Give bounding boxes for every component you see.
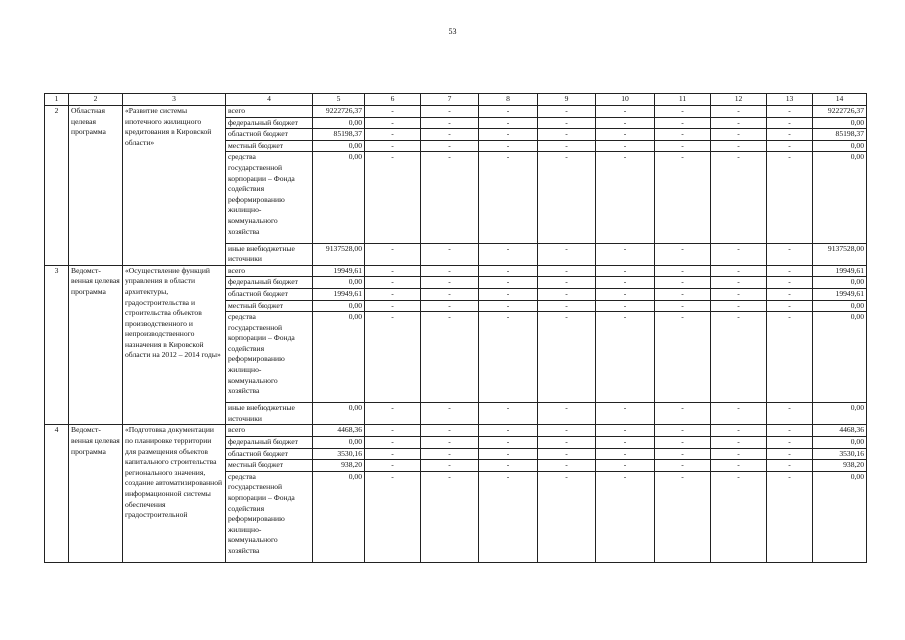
program-type: Ведомст-венная целевая программа [69,265,123,425]
empty-year-cell: - [365,300,421,312]
empty-year-cell: - [711,403,767,425]
empty-year-cell: - [596,243,655,265]
row-number: 4 [45,425,69,563]
funding-result: 0,00 [813,117,867,129]
empty-year-cell: - [479,403,538,425]
row-number: 3 [45,265,69,425]
empty-year-cell: - [421,106,479,118]
empty-year-cell: - [538,471,596,562]
funding-total: 0,00 [313,140,365,152]
empty-year-cell: - [538,265,596,277]
empty-year-cell: - [421,460,479,472]
funding-total: 9222726,37 [313,106,365,118]
funding-source: федеральный бюджет [226,277,313,289]
empty-year-cell: - [655,312,711,403]
funding-total: 0,00 [313,471,365,562]
budget-table [44,93,867,563]
funding-total: 85198,37 [313,129,365,141]
empty-year-cell: - [365,243,421,265]
empty-year-cell: - [538,300,596,312]
empty-year-cell: - [538,106,596,118]
funding-total: 0,00 [313,312,365,403]
funding-source: всего [226,425,313,437]
funding-result: 0,00 [813,403,867,425]
funding-source: иные внебюджетные источники [226,403,313,425]
empty-year-cell: - [767,265,813,277]
column-header: 1 [45,94,69,106]
funding-total: 0,00 [313,152,365,243]
funding-total: 4468,36 [313,425,365,437]
empty-year-cell: - [655,106,711,118]
empty-year-cell: - [538,448,596,460]
funding-result: 9222726,37 [813,106,867,118]
empty-year-cell: - [767,460,813,472]
empty-year-cell: - [655,403,711,425]
empty-year-cell: - [596,129,655,141]
empty-year-cell: - [479,300,538,312]
table-row [45,425,867,437]
empty-year-cell: - [767,129,813,141]
funding-result: 0,00 [813,300,867,312]
empty-year-cell: - [538,129,596,141]
program-name: «Развитие системы ипотечного жилищного кредитования в Кировской области» [123,106,226,266]
empty-year-cell: - [767,117,813,129]
empty-year-cell: - [479,425,538,437]
empty-year-cell: - [365,403,421,425]
empty-year-cell: - [538,288,596,300]
empty-year-cell: - [596,152,655,243]
empty-year-cell: - [767,312,813,403]
funding-source: областной бюджет [226,129,313,141]
empty-year-cell: - [538,403,596,425]
empty-year-cell: - [711,243,767,265]
empty-year-cell: - [596,403,655,425]
empty-year-cell: - [655,117,711,129]
program-name: «Подготовка документации по планировке территории для размещения объектов капитального строительства регионального значения, создание автоматизированной информационной системы обеспечения градостроительной [123,425,226,563]
funding-total: 3530,16 [313,448,365,460]
empty-year-cell: - [596,106,655,118]
empty-year-cell: - [365,277,421,289]
empty-year-cell: - [538,312,596,403]
empty-year-cell: - [655,471,711,562]
empty-year-cell: - [767,300,813,312]
empty-year-cell: - [421,471,479,562]
funding-total: 9137528,00 [313,243,365,265]
empty-year-cell: - [479,312,538,403]
empty-year-cell: - [365,129,421,141]
empty-year-cell: - [596,448,655,460]
empty-year-cell: - [421,265,479,277]
program-type: Ведомст-венная целевая программа [69,425,123,563]
empty-year-cell: - [479,152,538,243]
empty-year-cell: - [596,277,655,289]
empty-year-cell: - [655,277,711,289]
empty-year-cell: - [655,437,711,449]
empty-year-cell: - [421,312,479,403]
program-name: «Осуществление функций управления в области архитектуры, градостроительства и строительства объектов производственного и непроизводственного назначения в Кировской области на 2012 – 2014 годы» [123,265,226,425]
funding-result: 0,00 [813,437,867,449]
empty-year-cell: - [655,448,711,460]
column-header: 12 [711,94,767,106]
funding-total: 0,00 [313,300,365,312]
empty-year-cell: - [711,471,767,562]
program-type: Областная целевая программа [69,106,123,266]
empty-year-cell: - [711,152,767,243]
empty-year-cell: - [711,312,767,403]
column-header: 5 [313,94,365,106]
empty-year-cell: - [767,277,813,289]
empty-year-cell: - [711,460,767,472]
empty-year-cell: - [655,140,711,152]
empty-year-cell: - [767,403,813,425]
empty-year-cell: - [655,152,711,243]
empty-year-cell: - [767,288,813,300]
empty-year-cell: - [711,140,767,152]
funding-source: федеральный бюджет [226,117,313,129]
funding-source: всего [226,265,313,277]
empty-year-cell: - [421,140,479,152]
empty-year-cell: - [767,152,813,243]
empty-year-cell: - [479,288,538,300]
empty-year-cell: - [421,448,479,460]
empty-year-cell: - [365,312,421,403]
empty-year-cell: - [421,403,479,425]
empty-year-cell: - [711,265,767,277]
empty-year-cell: - [479,448,538,460]
funding-result: 0,00 [813,312,867,403]
empty-year-cell: - [421,117,479,129]
empty-year-cell: - [711,300,767,312]
empty-year-cell: - [538,460,596,472]
empty-year-cell: - [711,288,767,300]
funding-result: 19949,61 [813,288,867,300]
empty-year-cell: - [711,117,767,129]
column-header: 14 [813,94,867,106]
empty-year-cell: - [365,448,421,460]
funding-source: местный бюджет [226,460,313,472]
empty-year-cell: - [538,152,596,243]
empty-year-cell: - [421,277,479,289]
empty-year-cell: - [421,152,479,243]
funding-source: областной бюджет [226,288,313,300]
empty-year-cell: - [655,425,711,437]
empty-year-cell: - [767,425,813,437]
empty-year-cell: - [655,265,711,277]
empty-year-cell: - [655,300,711,312]
empty-year-cell: - [596,425,655,437]
funding-source: средства государственной корпорации – Фонда содействия реформированию жилищно-коммунального хозяйства [226,152,313,243]
column-header: 4 [226,94,313,106]
empty-year-cell: - [538,117,596,129]
empty-year-cell: - [479,277,538,289]
empty-year-cell: - [479,129,538,141]
funding-total: 938,20 [313,460,365,472]
empty-year-cell: - [365,140,421,152]
empty-year-cell: - [767,140,813,152]
row-number: 2 [45,106,69,266]
header-row [45,94,867,106]
empty-year-cell: - [767,437,813,449]
empty-year-cell: - [538,277,596,289]
funding-total: 19949,61 [313,288,365,300]
empty-year-cell: - [596,460,655,472]
empty-year-cell: - [365,471,421,562]
empty-year-cell: - [655,129,711,141]
empty-year-cell: - [421,300,479,312]
column-header: 10 [596,94,655,106]
funding-result: 0,00 [813,471,867,562]
empty-year-cell: - [479,117,538,129]
empty-year-cell: - [596,265,655,277]
page-number: 53 [448,27,457,36]
empty-year-cell: - [365,265,421,277]
empty-year-cell: - [479,460,538,472]
empty-year-cell: - [711,129,767,141]
empty-year-cell: - [596,300,655,312]
empty-year-cell: - [365,460,421,472]
empty-year-cell: - [767,448,813,460]
empty-year-cell: - [767,106,813,118]
empty-year-cell: - [421,129,479,141]
funding-source: иные внебюджетные источники [226,243,313,265]
column-header: 8 [479,94,538,106]
funding-total: 0,00 [313,403,365,425]
empty-year-cell: - [596,117,655,129]
empty-year-cell: - [421,243,479,265]
empty-year-cell: - [479,471,538,562]
funding-source: всего [226,106,313,118]
empty-year-cell: - [538,425,596,437]
empty-year-cell: - [421,437,479,449]
empty-year-cell: - [711,437,767,449]
empty-year-cell: - [365,288,421,300]
empty-year-cell: - [479,243,538,265]
funding-total: 0,00 [313,277,365,289]
funding-total: 0,00 [313,437,365,449]
funding-result: 19949,61 [813,265,867,277]
empty-year-cell: - [538,140,596,152]
empty-year-cell: - [365,437,421,449]
empty-year-cell: - [596,437,655,449]
column-header: 11 [655,94,711,106]
funding-result: 85198,37 [813,129,867,141]
empty-year-cell: - [365,106,421,118]
empty-year-cell: - [711,106,767,118]
column-header: 9 [538,94,596,106]
column-header: 6 [365,94,421,106]
table-row [45,265,867,277]
empty-year-cell: - [711,277,767,289]
funding-result: 938,20 [813,460,867,472]
funding-source: средства государственной корпорации – Фонда содействия реформированию жилищно-коммунального хозяйства [226,312,313,403]
funding-result: 0,00 [813,140,867,152]
funding-source: местный бюджет [226,300,313,312]
empty-year-cell: - [421,425,479,437]
empty-year-cell: - [479,140,538,152]
empty-year-cell: - [421,288,479,300]
funding-source: областной бюджет [226,448,313,460]
empty-year-cell: - [479,106,538,118]
empty-year-cell: - [596,471,655,562]
table-row [45,106,867,118]
funding-result: 4468,36 [813,425,867,437]
empty-year-cell: - [655,288,711,300]
empty-year-cell: - [479,437,538,449]
empty-year-cell: - [596,288,655,300]
column-header: 2 [69,94,123,106]
column-header: 7 [421,94,479,106]
funding-result: 9137528,00 [813,243,867,265]
empty-year-cell: - [596,140,655,152]
empty-year-cell: - [365,117,421,129]
empty-year-cell: - [711,425,767,437]
empty-year-cell: - [655,243,711,265]
funding-result: 3530,16 [813,448,867,460]
empty-year-cell: - [596,312,655,403]
column-header: 13 [767,94,813,106]
empty-year-cell: - [767,243,813,265]
empty-year-cell: - [711,448,767,460]
funding-total: 0,00 [313,117,365,129]
funding-total: 19949,61 [313,265,365,277]
funding-result: 0,00 [813,277,867,289]
empty-year-cell: - [655,460,711,472]
empty-year-cell: - [365,152,421,243]
empty-year-cell: - [538,243,596,265]
column-header: 3 [123,94,226,106]
empty-year-cell: - [479,265,538,277]
empty-year-cell: - [365,425,421,437]
empty-year-cell: - [538,437,596,449]
funding-source: федеральный бюджет [226,437,313,449]
funding-source: средства государственной корпорации – Фонда содействия реформированию жилищно-коммунального хозяйства [226,471,313,562]
funding-source: местный бюджет [226,140,313,152]
empty-year-cell: - [767,471,813,562]
funding-result: 0,00 [813,152,867,243]
